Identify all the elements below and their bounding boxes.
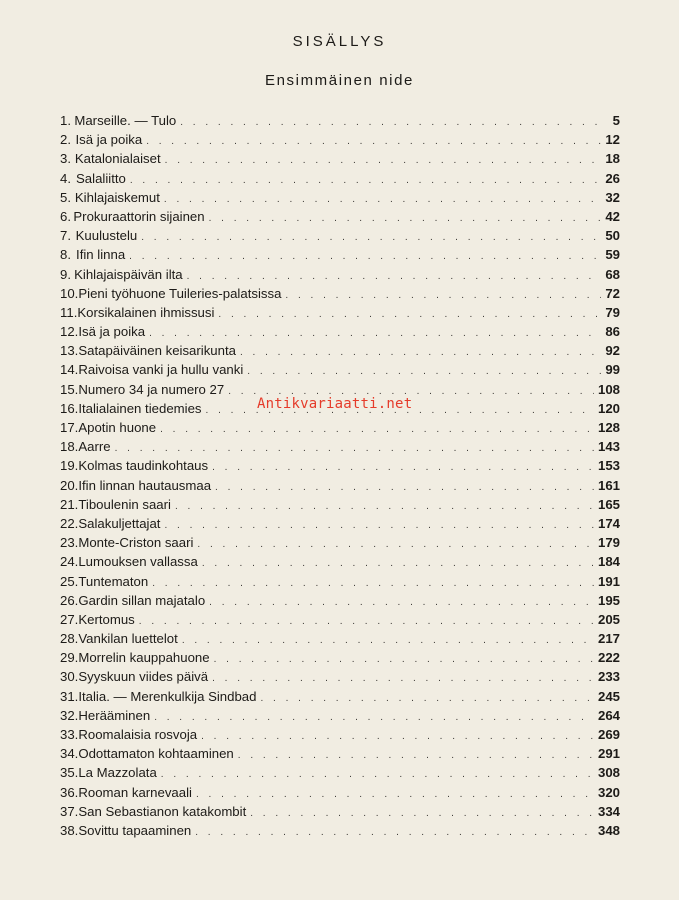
dot-leader (202, 554, 594, 573)
chapter-number: 25. (60, 573, 79, 589)
chapter-number: 28. (60, 631, 79, 647)
dot-leader (209, 593, 594, 612)
toc-entry (60, 706, 620, 725)
chapter-title: Apotin huone (78, 420, 157, 435)
chapter-title: Odottamaton kohtaaminen (78, 746, 234, 762)
chapter-number: 31. (60, 688, 79, 704)
page-number: 205 (597, 611, 620, 627)
chapter-number: 19. (60, 458, 79, 474)
dot-leader (247, 362, 601, 381)
toc-entry (60, 226, 620, 245)
page-number: 269 (597, 727, 620, 742)
chapter-number: 15. (60, 381, 79, 397)
chapter-title: Vankilan luettelot (78, 631, 178, 647)
page-number: 308 (597, 765, 620, 781)
page-number: 72 (605, 285, 620, 301)
chapter-number: 22. (60, 515, 79, 531)
chapter-number: 38. (60, 822, 79, 838)
chapter-title: Kihlajaispäivän ilta (74, 266, 183, 282)
dot-leader (250, 804, 594, 823)
dot-leader (164, 516, 594, 535)
chapter-title: Italia. — Merenkulkija Sindbad (78, 688, 257, 704)
page-number: 320 (597, 784, 620, 800)
chapter-title: Ifin linna (76, 247, 126, 263)
chapter-number: 18. (60, 439, 79, 455)
chapter-title: Morrelin kauppahuone (78, 650, 210, 666)
chapter-title: Tuntematon (78, 573, 149, 589)
page-number: 291 (597, 746, 620, 762)
chapter-number: 3. (60, 151, 71, 167)
chapter-title: Pieni työhuone Tuileries-palatsissa (78, 285, 282, 301)
page-number: 334 (597, 803, 620, 819)
page-number: 5 (612, 113, 621, 128)
toc-entry (60, 591, 620, 610)
toc-entry (60, 667, 620, 686)
chapter-number: 7. (60, 228, 71, 244)
chapter-number: 34. (60, 746, 79, 762)
page-number: 245 (597, 688, 620, 704)
dot-leader (175, 497, 594, 516)
page-number: 143 (597, 439, 620, 455)
chapter-title: Gardin sillan majatalo (78, 592, 206, 608)
page-number: 165 (597, 496, 620, 512)
page-number: 32 (605, 189, 620, 205)
chapter-title: Kertomus (78, 611, 135, 627)
toc-entry (60, 744, 620, 763)
table-of-contents (60, 111, 620, 840)
chapter-title: San Sebastianon katakombit (78, 803, 247, 819)
chapter-number: 23. (60, 535, 79, 551)
page-number: 86 (605, 324, 620, 340)
chapter-title: Kihlajaiskemut (74, 189, 160, 205)
chapter-number: 1. (60, 113, 71, 128)
toc-entry (60, 514, 620, 533)
toc-entry (60, 552, 620, 571)
toc-entry (60, 284, 620, 303)
chapter-number: 16. (60, 400, 79, 416)
toc-entry (60, 149, 620, 168)
toc-entry (60, 783, 620, 802)
dot-leader (152, 574, 594, 593)
page-number: 195 (597, 592, 620, 608)
chapter-number: 8. (60, 247, 71, 263)
dot-leader (165, 151, 601, 170)
chapter-title: Raivoisa vanki ja hullu vanki (78, 362, 244, 378)
chapter-number: 33. (60, 727, 79, 742)
toc-entry (60, 725, 620, 744)
toc-entry (60, 629, 620, 648)
chapter-title: Syyskuun viides päivä (78, 669, 209, 685)
toc-entry (60, 476, 620, 495)
page-number: 348 (597, 822, 620, 838)
dot-leader (196, 785, 594, 804)
dot-leader (139, 612, 594, 631)
toc-entry (60, 802, 620, 821)
dot-leader (218, 305, 601, 324)
chapter-number: 12. (60, 324, 79, 340)
dot-leader (130, 171, 600, 190)
page-number: 191 (597, 573, 620, 589)
toc-entry (60, 169, 620, 188)
chapter-number: 10. (60, 285, 79, 301)
chapter-number: 27. (60, 611, 79, 627)
dot-leader (260, 689, 594, 708)
dot-leader (160, 420, 594, 439)
chapter-title: Isä ja poika (78, 324, 146, 340)
page-number: 108 (597, 381, 620, 397)
chapter-number: 17. (60, 420, 79, 435)
dot-leader (161, 765, 594, 784)
dot-leader (141, 228, 600, 247)
dot-leader (129, 247, 600, 266)
chapter-title: Tiboulenin saari (78, 496, 171, 512)
chapter-title: Marseille. — Tulo (74, 113, 177, 128)
chapter-number: 26. (60, 592, 79, 608)
chapter-number: 11. (60, 304, 78, 320)
chapter-title: Rooman karnevaali (78, 784, 192, 800)
page-number: 18 (605, 151, 620, 167)
page-number: 92 (605, 343, 620, 359)
chapter-title: Herääminen (78, 707, 151, 723)
chapter-title: Sovittu tapaaminen (78, 822, 192, 838)
chapter-title: Roomalaisia rosvoja (78, 727, 198, 742)
page-number: 264 (597, 707, 620, 723)
chapter-title: Salaliitto (76, 170, 126, 186)
chapter-number: 29. (60, 650, 79, 666)
chapter-number: 6. (60, 208, 71, 224)
toc-entry (60, 303, 620, 322)
chapter-title: Monte-Criston saari (78, 535, 194, 551)
dot-leader (154, 708, 594, 727)
toc-entry (60, 322, 620, 341)
page-number: 50 (605, 228, 620, 244)
chapter-title: Italialainen tiedemies (78, 400, 202, 416)
page-number: 59 (605, 247, 620, 263)
toc-entry (60, 533, 620, 552)
page-title: SISÄLLYS (292, 33, 387, 50)
dot-leader (195, 823, 594, 842)
chapter-title: Numero 34 ja numero 27 (78, 381, 225, 397)
chapter-number: 14. (60, 362, 79, 378)
toc-entry (60, 648, 620, 667)
dot-leader (212, 458, 594, 477)
chapter-number: 32. (60, 707, 79, 723)
page-number: 161 (597, 477, 620, 493)
watermark-text: Antikvariaatti.net (257, 396, 413, 412)
dot-leader (201, 727, 594, 746)
dot-leader (212, 669, 594, 688)
chapter-title: Lumouksen vallassa (78, 554, 198, 570)
page-number: 12 (605, 132, 620, 148)
chapter-title: Kuulustelu (75, 228, 138, 244)
chapter-title: Salakuljettajat (78, 515, 161, 531)
toc-entry (60, 341, 620, 360)
page-number: 120 (597, 400, 620, 416)
chapter-number: 13. (60, 343, 79, 359)
chapter-number: 9. (60, 266, 71, 282)
chapter-number: 21. (60, 496, 79, 512)
dot-leader (209, 209, 602, 228)
dot-leader (182, 631, 594, 650)
page-number: 68 (605, 266, 620, 282)
page-number: 222 (597, 650, 620, 666)
dot-leader (240, 343, 601, 362)
chapter-number: 4. (60, 170, 71, 186)
chapter-title: Korsikalainen ihmissusi (77, 304, 215, 320)
toc-entry (60, 572, 620, 591)
toc-entry (60, 687, 620, 706)
page-number: 184 (597, 554, 620, 570)
chapter-title: Aarre (78, 439, 111, 455)
page-number: 42 (605, 208, 620, 224)
dot-leader (285, 286, 601, 305)
toc-entry (60, 360, 620, 379)
chapter-title: Ifin linnan hautausmaa (78, 477, 212, 493)
chapter-number: 20. (60, 477, 79, 493)
page-number: 153 (597, 458, 620, 474)
toc-entry (60, 245, 620, 264)
dot-leader (214, 650, 594, 669)
page-number: 79 (605, 304, 620, 320)
page-number: 233 (597, 669, 620, 685)
toc-entry (60, 207, 620, 226)
chapter-number: 24. (60, 554, 79, 570)
chapter-number: 30. (60, 669, 79, 685)
chapter-number: 36. (60, 784, 79, 800)
toc-entry (60, 456, 620, 475)
toc-entry (60, 610, 620, 629)
dot-leader (215, 478, 594, 497)
chapter-title: Isä ja poika (75, 132, 143, 148)
toc-entry (60, 188, 620, 207)
toc-entry (60, 111, 620, 130)
page-number: 174 (597, 515, 620, 531)
toc-entry (60, 763, 620, 782)
toc-entry (60, 418, 620, 437)
chapter-number: 2. (60, 132, 71, 148)
dot-leader (164, 190, 601, 209)
page-number: 99 (605, 362, 620, 378)
toc-entry (60, 495, 620, 514)
dot-leader (197, 535, 594, 554)
page-number: 179 (597, 535, 620, 551)
toc-entry (60, 437, 620, 456)
chapter-title: Prokuraattorin sijainen (73, 208, 205, 224)
chapter-title: Satapäiväinen keisarikunta (78, 343, 236, 359)
toc-entry (60, 265, 620, 284)
dot-leader (180, 113, 601, 132)
chapter-title: Kolmas taudinkohtaus (78, 458, 209, 474)
chapter-title: Katalonialaiset (74, 151, 161, 167)
dot-leader (146, 132, 600, 151)
chapter-number: 35. (60, 765, 79, 781)
page-number: 217 (597, 631, 620, 647)
chapter-title: La Mazzolata (78, 765, 157, 781)
toc-entry (60, 821, 620, 840)
volume-subtitle: Ensimmäinen nide (265, 72, 414, 89)
page-number: 26 (605, 170, 620, 186)
toc-entry (60, 130, 620, 149)
chapter-number: 37. (60, 803, 79, 819)
dot-leader (238, 746, 594, 765)
page-number: 128 (597, 420, 620, 435)
chapter-number: 5. (60, 189, 71, 205)
